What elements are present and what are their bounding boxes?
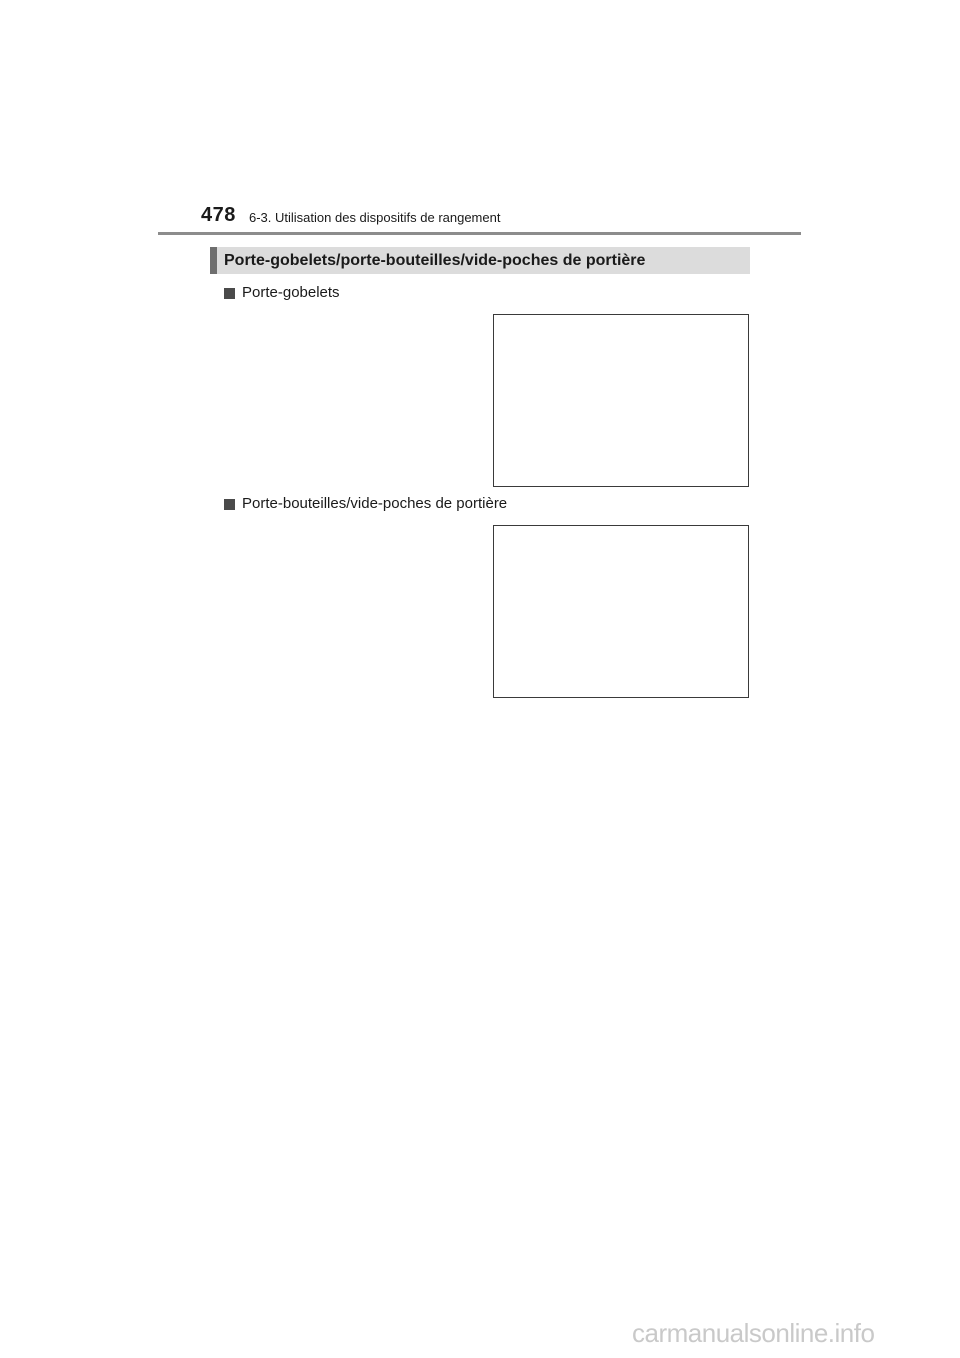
square-bullet-icon xyxy=(224,288,235,299)
chapter-title: 6-3. Utilisation des dispositifs de rangement xyxy=(249,210,501,225)
subheading-cup-holders xyxy=(224,283,340,303)
watermark: carmanualsonline.info xyxy=(632,1318,875,1348)
header-rule xyxy=(158,232,801,235)
square-bullet-icon xyxy=(224,499,235,510)
section-accent-bar xyxy=(210,247,217,274)
subheading-label: Porte-gobelets xyxy=(242,284,340,301)
illustration-cup-holders xyxy=(493,314,749,487)
page-number: 478 xyxy=(201,204,236,226)
section-header xyxy=(210,247,750,274)
section-title: Porte-gobelets/porte-bouteilles/vide-poches de portière xyxy=(224,251,646,269)
subheading-label: Porte-bouteilles/vide-poches de portière xyxy=(242,495,508,512)
subheading-bottle-holders xyxy=(224,494,507,514)
illustration-bottle-holders xyxy=(493,525,749,698)
